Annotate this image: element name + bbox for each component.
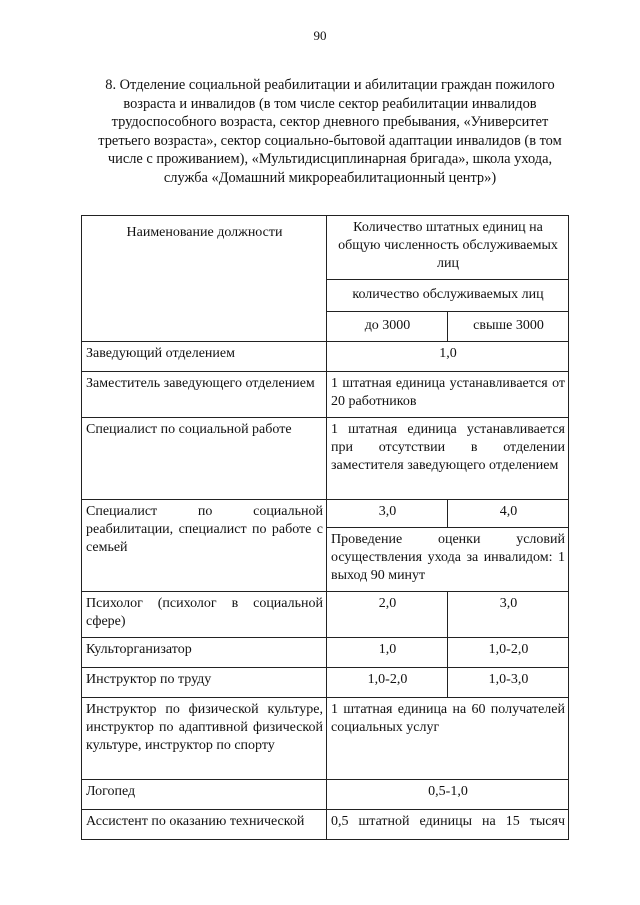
table-row <box>82 592 569 638</box>
section-heading: 8. Отделение социальной реабилитации и абилитации граждан пожилого возраста и инвалидов (в том числе сектор реабилитации инвалидов трудоспособного возраста, сектор дневного пребывания, «Университет третьего возраста», сектор социально-бытовой адаптации инвалидов (в том числе с проживанием), «Мультидисциплинарная бригада», школа ухода, служба «Домашний микрореабилитационный центр») <box>98 77 562 186</box>
staff-value-upto: 2,0 <box>327 592 448 638</box>
position-name: Инструктор по труду <box>82 668 327 698</box>
staff-note: Проведение оценки условий осуществления ухода за инвалидом: 1 выход 90 минут <box>327 528 569 592</box>
table-row <box>82 638 569 668</box>
table-row <box>82 668 569 698</box>
position-name: Ассистент по оказанию технической <box>82 810 327 840</box>
position-name: Психолог (психолог в социальной сфере) <box>82 592 327 638</box>
header-row <box>82 216 569 280</box>
position-name: Логопед <box>82 780 327 810</box>
staffing-table <box>81 215 569 840</box>
table-row <box>82 500 569 528</box>
position-name: Культорганизатор <box>82 638 327 668</box>
staff-value-over: 1,0-2,0 <box>448 638 569 668</box>
staff-value: 1,0 <box>327 342 569 372</box>
table-row <box>82 810 569 840</box>
staff-value: 0,5 штатной единицы на 15 тысяч <box>327 810 569 840</box>
staff-value-upto: 1,0 <box>327 638 448 668</box>
staff-value: 1 штатная единица устанавливается от 20 работников <box>327 372 569 418</box>
staff-value-upto: 3,0 <box>327 500 448 528</box>
header-upto: до 3000 <box>327 312 448 342</box>
staff-value-over: 1,0-3,0 <box>448 668 569 698</box>
table-row <box>82 372 569 418</box>
position-name: Инструктор по физической культуре, инструктор по адаптивной физической культуре, инструктор по спорту <box>82 698 327 780</box>
header-position: Наименование должности <box>82 216 327 342</box>
staff-value: 1 штатная единица на 60 получателей социальных услуг <box>327 698 569 780</box>
table-row <box>82 342 569 372</box>
staff-value: 0,5-1,0 <box>327 780 569 810</box>
position-name: Заместитель заведующего отделением <box>82 372 327 418</box>
header-units: Количество штатных единиц на общую численность обслуживаемых лиц <box>327 216 569 280</box>
staff-value: 1 штатная единица устанавливается при отсутствии в отделении заместителя заведующего отделением <box>327 418 569 500</box>
table-row <box>82 780 569 810</box>
position-name: Заведующий отделением <box>82 342 327 372</box>
position-name: Специалист по социальной реабилитации, специалист по работе с семьей <box>82 500 327 592</box>
staff-value-upto: 1,0-2,0 <box>327 668 448 698</box>
header-served: количество обслуживаемых лиц <box>327 280 569 312</box>
page-number: 90 <box>313 28 327 43</box>
table-row <box>82 418 569 500</box>
table-row <box>82 698 569 780</box>
position-name: Специалист по социальной работе <box>82 418 327 500</box>
header-over: свыше 3000 <box>448 312 569 342</box>
staff-value-over: 4,0 <box>448 500 569 528</box>
staff-value-over: 3,0 <box>448 592 569 638</box>
